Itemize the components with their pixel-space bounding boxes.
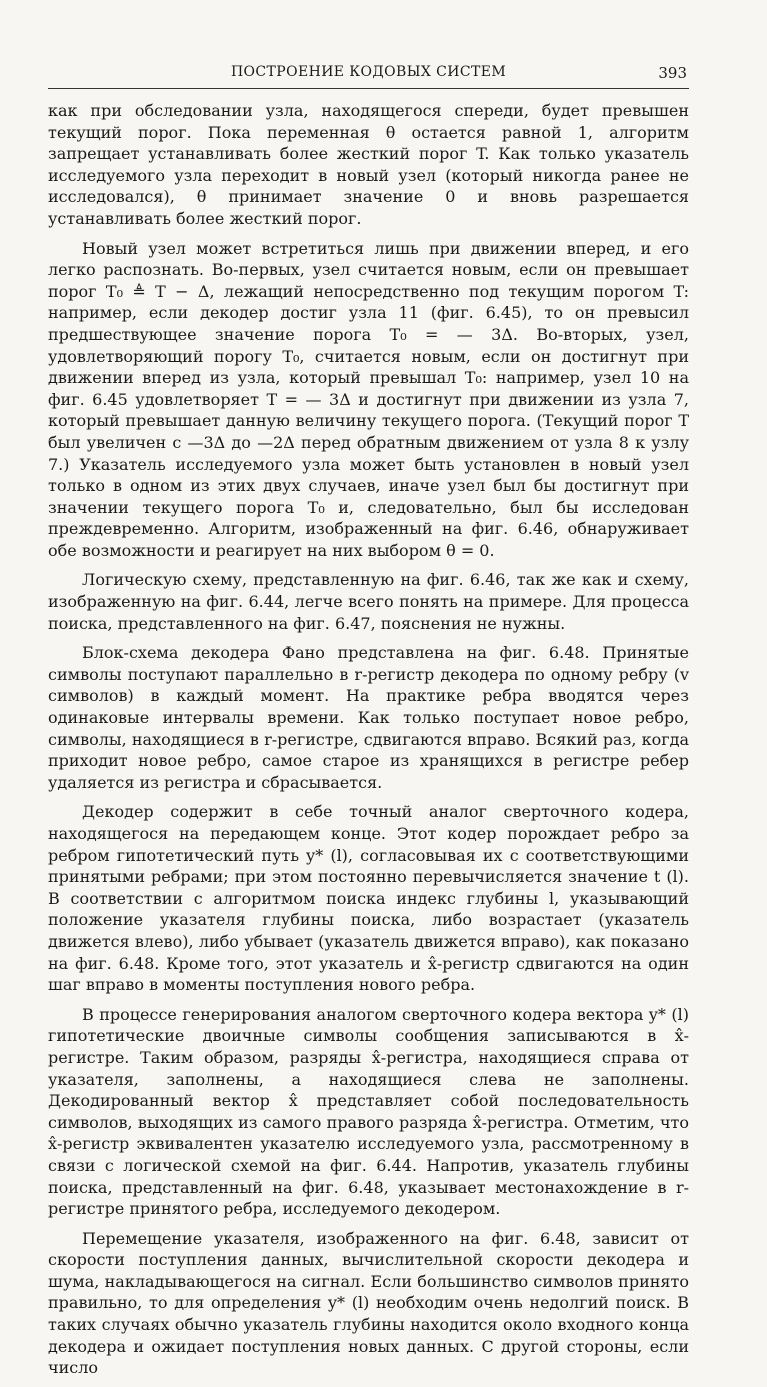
paragraph: Новый узел может встретиться лишь при движении вперед, и его легко распознать. Во-первых, узел считается новым, если он превышает порог T₀ ≜ T − Δ, лежащий непосредственно под текущим порогом T: например, если декодер достиг узла 11 (фиг. 6.45), то он превысил предшествующее значение порога T₀ = — 3Δ. Во-вторых, узел, удовлетворяющий порогу T₀, считается новым, если он достигнут при движении вперед из узла, который превышал T₀: например, узел 10 на фиг. 6.45 удовлетворяет T = — 3Δ и достигнут при движении из узла 7, который превышает данную величину текущего порога. (Текущий порог T был увеличен с —3Δ до —2Δ перед обратным движением от узла 8 к узлу 7.) Указатель исследуемого узла может быть установлен в новый узел только в одном из этих двух случаев, иначе узел был бы достигнут при значении текущего порога T₀ и, следовательно, был бы исследован преждевременно. Алгоритм, изображенный на фиг. 6.46, обнаруживает обе возможности и реагирует на них выбором θ = 0. <box>48 238 689 560</box>
paragraph: Декодер содержит в себе точный аналог сверточного кодера, находящегося на передающем конце. Этот кодер порождает ребро за ребром гипотетический путь y* (l), согласовывая их с соответствующими принятыми ребрами; при этом постоянно перевычисляется значение t (l). В соответствии с алгоритмом поиска индекс глубины l, указывающий положение указателя глубины поиска, либо возрастает (указатель движется влево), либо убывает (указатель движется вправо), как показано на фиг. 6.48. Кроме того, этот указатель и x̂-регистр сдвигаются на один шаг вправо в моменты поступления нового ребра. <box>48 802 689 995</box>
paragraph-continuation: как при обследовании узла, находящегося спереди, будет превышен текущий порог. Пока переменная θ остается равной 1, алгоритм запрещает устанавливать более жесткий порог T. Как только указатель исследуемого узла переходит в новый узел (который никогда ранее не исследовался), θ принимает значение 0 и вновь разрешается устанавливать более жесткий порог. <box>48 101 689 228</box>
paragraph: Логическую схему, представленную на фиг. 6.46, так же как и схему, изображенную на фиг. 6.44, легче всего понять на примере. Для процесса поиска, представленного на фиг. 6.47, пояснения не нужны. <box>48 570 689 633</box>
paragraph: Блок-схема декодера Фано представлена на фиг. 6.48. Принятые символы поступают параллельно в r-регистр декодера по одному ребру (v символов) в каждый момент. На практике ребра вводятся через одинаковые интервалы времени. Как только поступает новое ребро, символы, находящиеся в r-регистре, сдвигаются вправо. Всякий раз, когда приходит новое ребро, самое старое из хранящихся в регистре ребер удаляется из регистра и сбрасывается. <box>48 643 689 792</box>
running-header <box>48 62 689 89</box>
page-number: 393 <box>658 64 687 82</box>
paragraph: В процессе генерирования аналогом сверточного кодера вектора y* (l) гипотетические двоичные символы сообщения записываются в x̂-регистре. Таким образом, разряды x̂-регистра, находящиеся справа от указателя, заполнены, а находящиеся слева не заполнены. Декодированный вектор x̂ представляет собой последовательность символов, выходящих из самого правого разряда x̂-регистра. Отметим, что x̂-регистр эквивалентен указателю исследуемого узла, рассмотренному в связи с логической схемой на фиг. 6.44. Напротив, указатель глубины поиска, представленный на фиг. 6.48, указывает местонахождение в r-регистре принятого ребра, исследуемого декодером. <box>48 1004 689 1219</box>
body-text <box>48 100 689 1387</box>
running-title: ПОСТРОЕНИЕ КОДОВЫХ СИСТЕМ <box>230 64 507 80</box>
paragraph: Перемещение указателя, изображенного на фиг. 6.48, зависит от скорости поступления данных, вычислительной скорости декодера и шума, накладывающегося на сигнал. Если большинство символов принято правильно, то для определения y* (l) необходим очень недолгий поиск. В таких случаях обычно указатель глубины находится около входного конца декодера и ожидает поступления новых данных. С другой стороны, если число <box>48 1228 689 1378</box>
